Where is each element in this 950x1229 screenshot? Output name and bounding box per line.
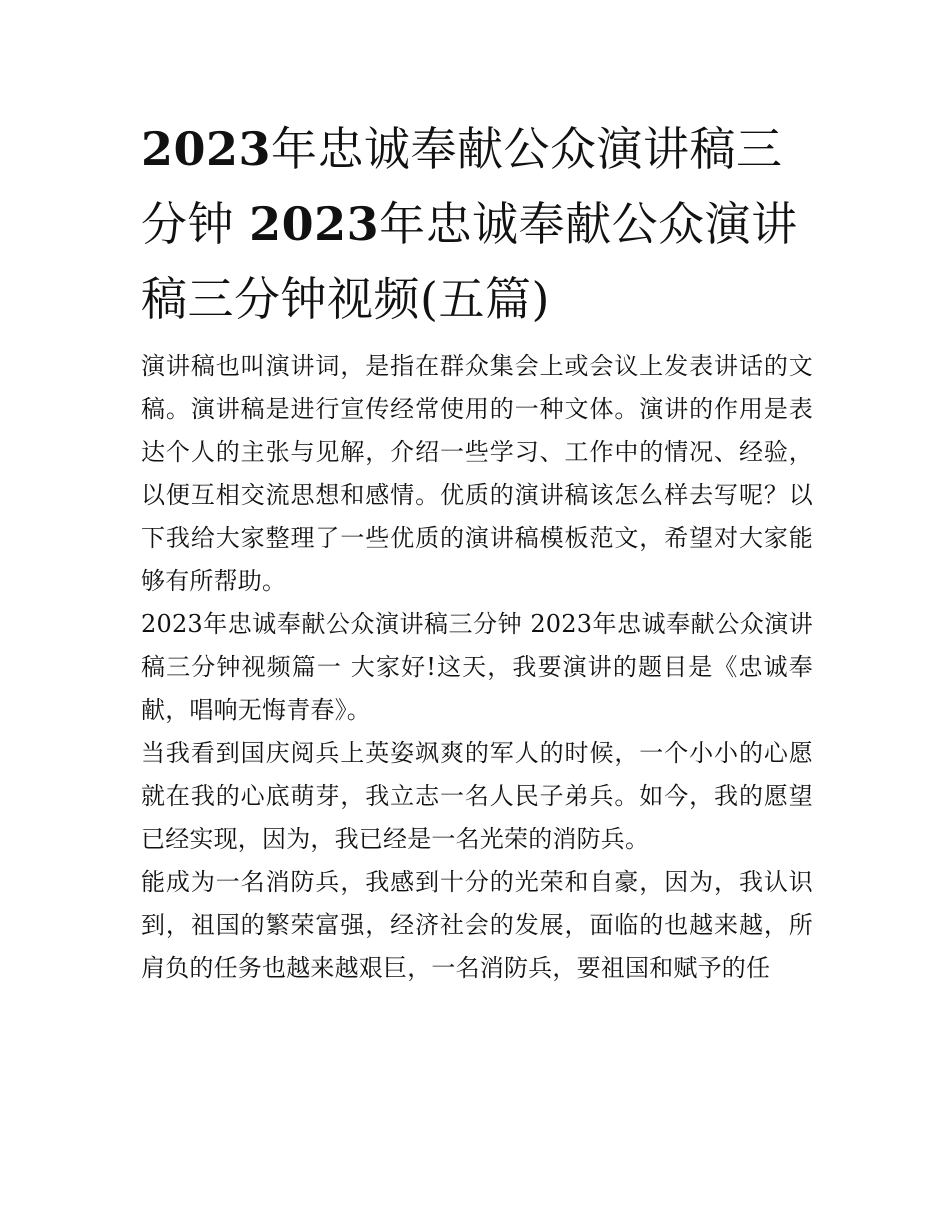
title-year-1: 2023 <box>141 122 272 176</box>
intro-paragraph: 演讲稿也叫演讲词，是指在群众集会上或会议上发表讲话的文稿。演讲稿是进行宣传经常使用的一种文体。演讲的作用是表达个人的主张与见解，介绍一些学习、工作中的情况、经验，以便互相交流思想和感情。优质的演讲稿该怎么样去写呢？以下我给大家整理了一些优质的演讲稿模板范文，希望对大家能够有所帮助。 <box>141 352 813 595</box>
title-text-1: 年忠诚奉献公众演讲稿三分钟 <box>141 122 783 251</box>
body-paragraph: 当我看到国庆阅兵上英姿飒爽的军人的时候，一个小小的心愿就在我的心底萌芽，我立志一名人民子弟兵。如今，我的愿望已经实现，因为，我已经是一名光荣的消防兵。 <box>141 739 813 853</box>
document-content <box>141 112 813 990</box>
title-text-2: 年忠诚奉献公众演讲稿三分钟视频(五篇) <box>141 197 798 326</box>
document-title <box>141 112 813 337</box>
speech-opening-paragraph: 2023年忠诚奉献公众演讲稿三分钟 2023年忠诚奉献公众演讲稿三分钟视频篇一 大家好!这天，我要演讲的题目是《忠诚奉献，唱响无悔青春》。 <box>141 610 813 724</box>
body-paragraph: 能成为一名消防兵，我感到十分的光荣和自豪，因为，我认识到，祖国的繁荣富强，经济社会的发展，面临的也越来越，所肩负的任务也越来越艰巨，一名消防兵，要祖国和赋予的任 <box>141 868 813 982</box>
title-year-2: 2023 <box>249 197 380 251</box>
